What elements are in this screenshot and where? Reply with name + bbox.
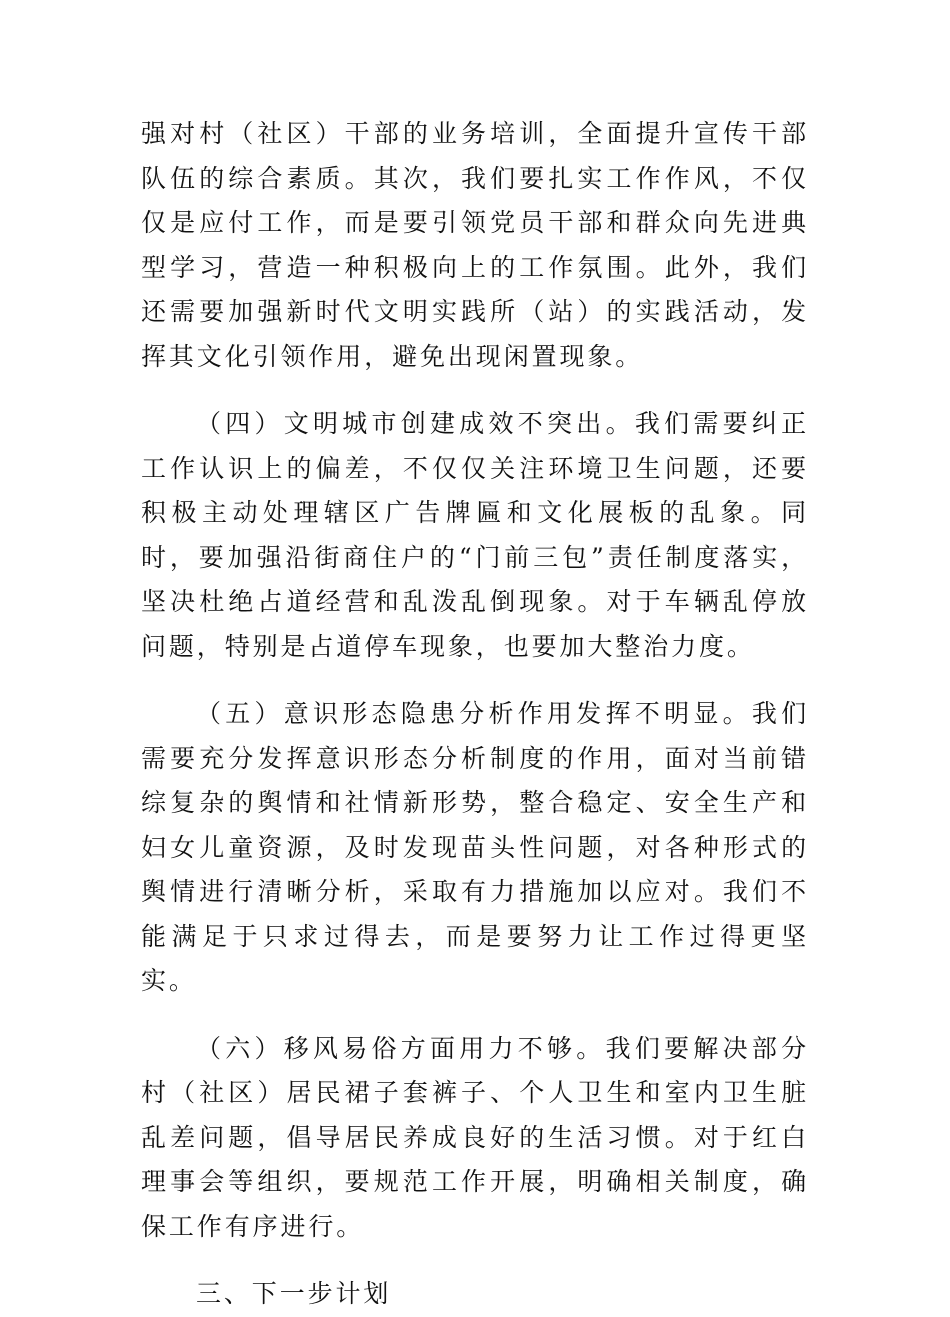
paragraph-item-4: （四）文明城市创建成效不突出。我们需要纠正工作认识上的偏差，不仅仅关注环境卫生问题，还要积极主动处理辖区广告牌匾和文化展板的乱象。同时，要加强沿街商住户的“门前三包”责任制度落实，坚决杜绝占道经营和乱泼乱倒现象。对于车辆乱停放问题，特别是占道停车现象，也要加大整治力度。 [141, 409, 809, 661]
document-body [141, 112, 809, 1317]
paragraph-continuation: 强对村（社区）干部的业务培训，全面提升宣传干部队伍的综合素质。其次，我们要扎实工作作风，不仅仅是应付工作，而是要引领党员干部和群众向先进典型学习，营造一种积极向上的工作氛围。此外，我们还需要加强新时代文明实践所（站）的实践活动，发挥其文化引领作用，避免出现闲置现象。 [141, 119, 809, 371]
paragraph-item-5: （五）意识形态隐患分析作用发挥不明显。我们需要充分发挥意识形态分析制度的作用，面对当前错综复杂的舆情和社情新形势，整合稳定、安全生产和妇女儿童资源，及时发现苗头性问题，对各种形式的舆情进行清晰分析，采取有力措施加以应对。我们不能满足于只求过得去，而是要努力让工作过得更坚实。 [141, 699, 809, 995]
paragraph-item-6: （六）移风易俗方面用力不够。我们要解决部分村（社区）居民裙子套裤子、个人卫生和室内卫生脏乱差问题，倡导居民养成良好的生活习惯。对于红白理事会等组织，要规范工作开展，明确相关制度，确保工作有序进行。 [141, 1033, 809, 1241]
section-heading: 三、下一步计划 [196, 1279, 392, 1308]
